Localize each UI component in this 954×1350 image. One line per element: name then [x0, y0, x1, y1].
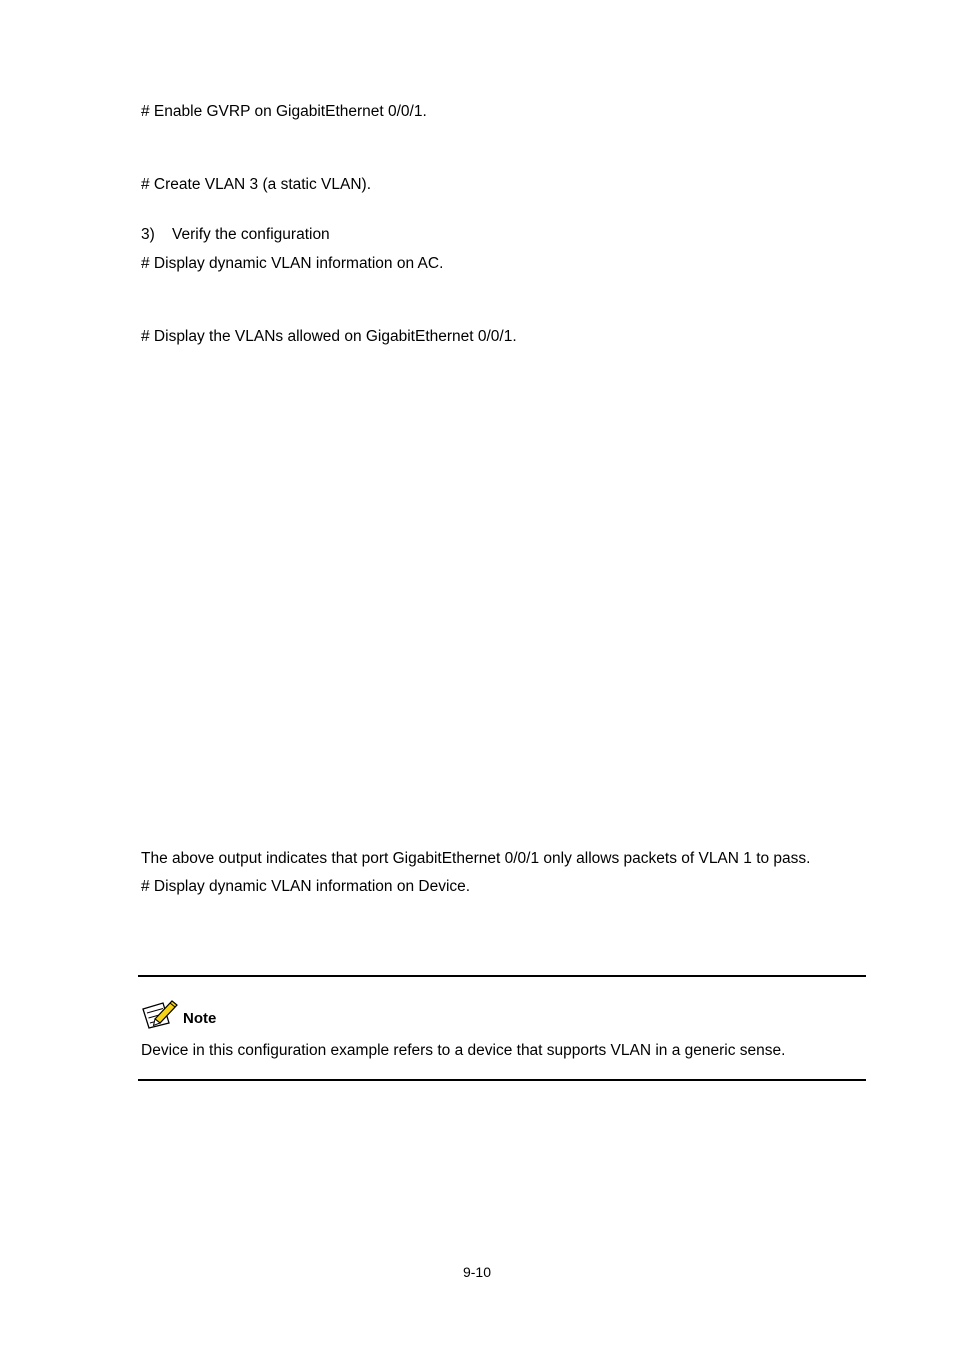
- instruction-display-dynamic-ac: # Display dynamic VLAN information on AC.: [141, 255, 444, 272]
- note-pencil-icon: [141, 997, 179, 1029]
- step-verify-configuration: [141, 225, 330, 245]
- note-label: Note: [183, 1010, 217, 1027]
- instruction-enable-gvrp: # Enable GVRP on GigabitEthernet 0/0/1.: [141, 103, 427, 120]
- step-title: Verify the configuration: [172, 226, 330, 243]
- note-bottom-rule: [138, 1079, 866, 1081]
- output-explanation: The above output indicates that port GigabitEthernet 0/0/1 only allows packets of VLAN 1 to pass.: [141, 850, 811, 867]
- note-top-rule: [138, 975, 866, 977]
- instruction-display-allowed-vlans: # Display the VLANs allowed on GigabitEthernet 0/0/1.: [141, 328, 517, 345]
- page-number: 9-10: [462, 1264, 492, 1280]
- note-text: Device in this configuration example refers to a device that supports VLAN in a generic sense.: [141, 1042, 786, 1059]
- note-header: [141, 995, 216, 1029]
- step-number: 3): [141, 226, 155, 243]
- instruction-create-vlan: # Create VLAN 3 (a static VLAN).: [141, 176, 372, 193]
- instruction-display-dynamic-device: # Display dynamic VLAN information on Device.: [141, 878, 471, 895]
